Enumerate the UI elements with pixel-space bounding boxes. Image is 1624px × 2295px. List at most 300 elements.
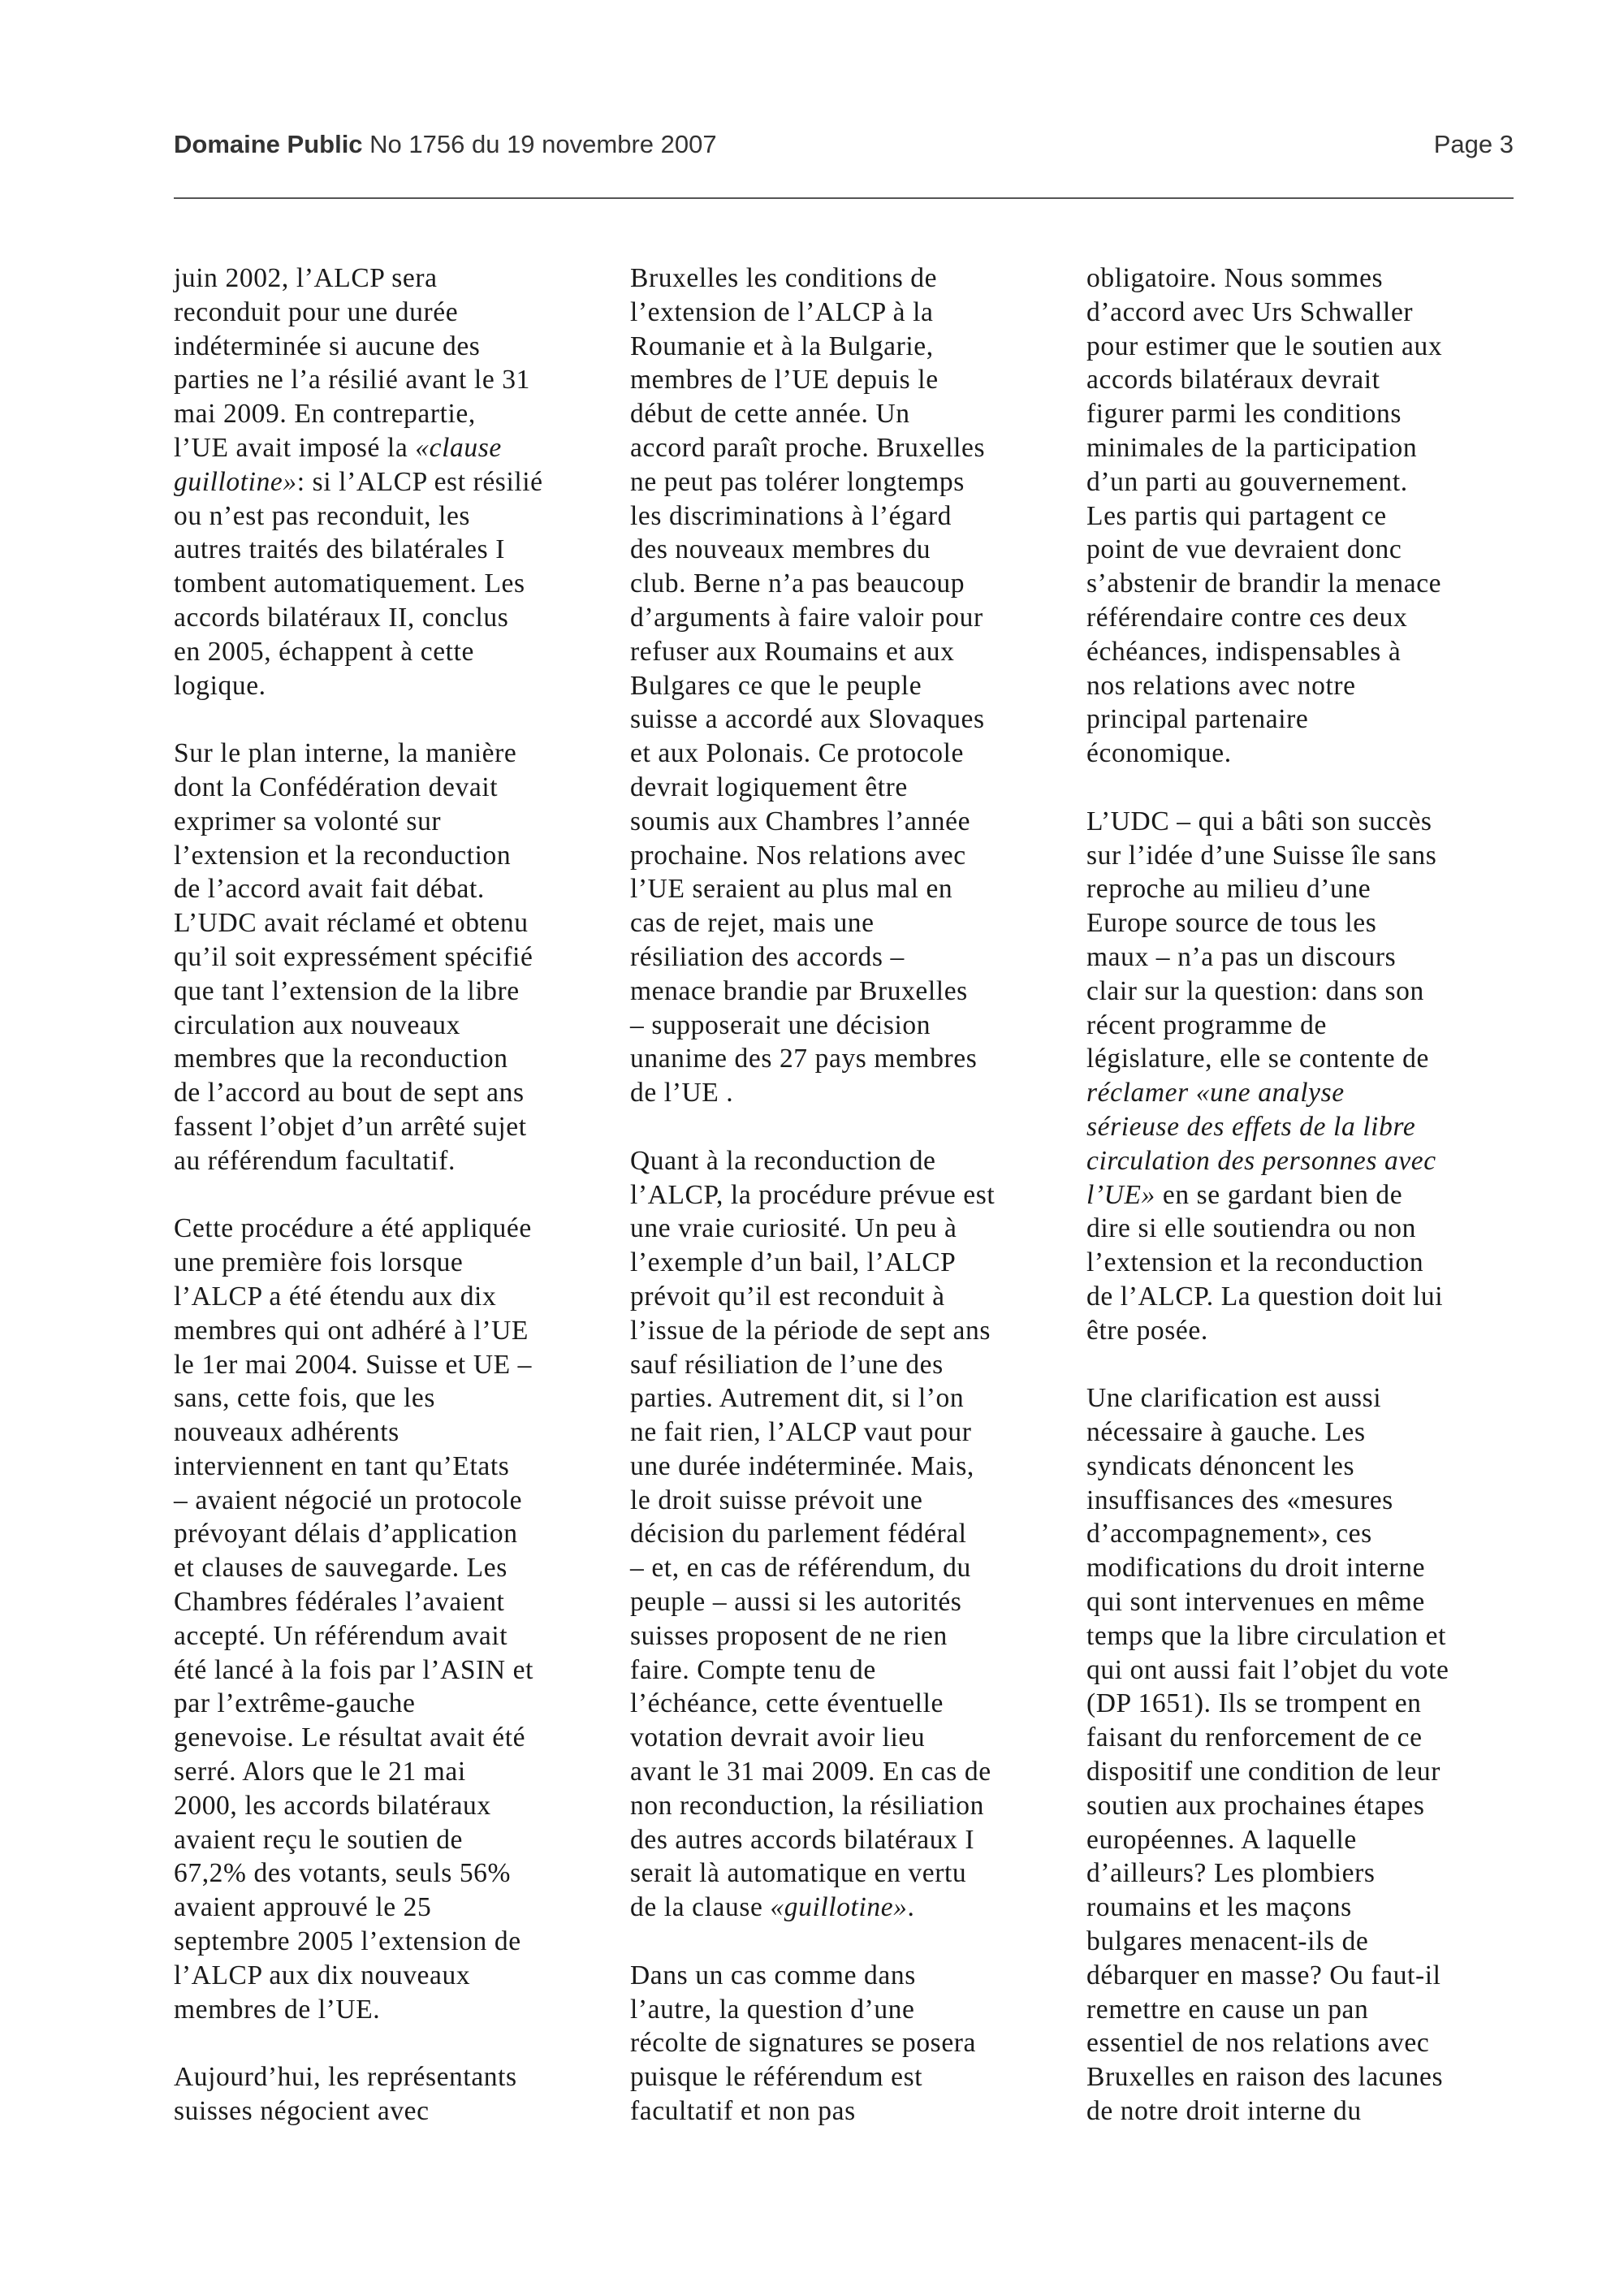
text-segment: suisse a accordé aux Slovaques	[630, 704, 985, 735]
text-segment: figurer parmi les conditions	[1086, 399, 1402, 430]
text-segment: mai 2009. En contrepartie,	[174, 399, 476, 430]
text-segment: Une clarification est aussi	[1086, 1383, 1382, 1414]
text-line	[174, 1042, 604, 1076]
text-segment: dire si elle soutiendra ou non	[1086, 1213, 1416, 1244]
text-segment: roumains et les maçons	[1086, 1892, 1352, 1923]
text-line	[1086, 805, 1517, 839]
text-segment: ne peut pas tolérer longtemps	[630, 466, 965, 497]
text-line	[1086, 1484, 1517, 1518]
text-line	[174, 1144, 604, 1178]
text-segment: s’abstenir de brandir la menace	[1086, 568, 1442, 599]
text-line	[630, 1755, 1060, 1789]
text-segment: une vraie curiosité. Un peu à	[630, 1213, 957, 1244]
text-line	[174, 499, 604, 534]
text-line	[174, 669, 604, 703]
text-line	[630, 397, 1060, 431]
text-segment: être posée.	[1086, 1315, 1208, 1346]
text-segment: législature, elle se contente de	[1086, 1044, 1429, 1074]
text-segment: membres qui ont adhéré à l’UE	[174, 1315, 529, 1346]
text-line	[1086, 601, 1517, 635]
text-line	[174, 771, 604, 805]
text-line	[174, 1280, 604, 1314]
text-line	[630, 1314, 1060, 1348]
text-segment: tombent automatiquement. Les	[174, 568, 525, 599]
text-line	[1086, 940, 1517, 975]
text-segment: nouveaux adhérents	[174, 1417, 400, 1448]
text-line	[1086, 567, 1517, 601]
text-segment: que tant l’extension de la libre	[174, 975, 520, 1006]
text-segment: été lancé à la fois par l’ASIN et	[174, 1654, 534, 1685]
text-line	[174, 839, 604, 873]
text-line	[174, 635, 604, 669]
text-segment: club. Berne n’a pas beaucoup	[630, 568, 965, 599]
text-line	[174, 805, 604, 839]
text-segment: unanime des 27 pays membres	[630, 1044, 978, 1074]
text-segment: reconduit pour une durée	[174, 296, 459, 327]
text-line	[174, 1585, 604, 1619]
text-segment: sans, cette fois, que les	[174, 1383, 435, 1414]
text-segment: temps que la libre circulation et	[1086, 1620, 1447, 1651]
text-segment: dispositif une condition de leur	[1086, 1757, 1441, 1787]
text-line	[1086, 1450, 1517, 1484]
text-line	[1086, 296, 1517, 330]
paragraph	[1086, 1381, 1517, 2129]
text-segment: d’un parti au gouvernement.	[1086, 466, 1408, 497]
text-segment: Sur le plan interne, la manière	[174, 738, 517, 769]
text-line	[630, 669, 1060, 703]
text-line	[174, 1653, 604, 1688]
text-line	[1086, 1925, 1517, 1959]
text-line	[630, 2026, 1060, 2060]
paragraph	[1086, 261, 1517, 771]
text-segment: et clauses de sauvegarde. Les	[174, 1553, 508, 1584]
text-line	[1086, 1381, 1517, 1415]
text-line	[174, 1517, 604, 1551]
text-segment: (DP 1651). Ils se trompent en	[1086, 1688, 1422, 1719]
text-line	[630, 1280, 1060, 1314]
paragraph	[174, 261, 604, 702]
text-line	[630, 635, 1060, 669]
text-line	[1086, 363, 1517, 397]
text-segment: le droit suisse prévoit une	[630, 1485, 923, 1515]
text-line	[1086, 261, 1517, 296]
text-line	[174, 737, 604, 771]
text-line	[630, 601, 1060, 635]
text-segment: qui ont aussi fait l’objet du vote	[1086, 1654, 1449, 1685]
text-segment: l’autre, la question d’une	[630, 1994, 915, 2025]
text-line	[174, 1381, 604, 1415]
text-line	[630, 465, 1060, 499]
text-line	[174, 1314, 604, 1348]
italic-text: sérieuse des effets de la libre	[1086, 1111, 1416, 1142]
text-segment: circulation aux nouveaux	[174, 1009, 460, 1040]
text-segment: par l’extrême-gauche	[174, 1688, 416, 1719]
text-line	[174, 1551, 604, 1585]
text-line	[1086, 669, 1517, 703]
text-segment: des autres accords bilatéraux I	[630, 1824, 975, 1855]
issue-info: No 1756 du 19 novembre 2007	[362, 130, 717, 158]
text-segment: reproche au milieu d’une	[1086, 874, 1371, 905]
text-line	[1086, 2094, 1517, 2129]
text-segment: qu’il soit expressément spécifié	[174, 941, 533, 972]
text-line	[1086, 431, 1517, 465]
text-segment: ne fait rien, l’ALCP vaut pour	[630, 1417, 972, 1448]
text-segment: l’extension et la reconduction	[174, 840, 512, 871]
text-line	[1086, 906, 1517, 940]
text-line	[1086, 1280, 1517, 1314]
text-line	[1086, 1110, 1517, 1144]
text-segment: décision du parlement fédéral	[630, 1519, 967, 1549]
text-segment: l’ALCP aux dix nouveaux	[174, 1960, 471, 1990]
text-segment: Aujourd’hui, les représentants	[174, 2062, 517, 2093]
text-line	[1086, 1314, 1517, 1348]
italic-text: guillotine»	[174, 466, 297, 497]
text-segment: accords bilatéraux devrait	[1086, 365, 1380, 395]
text-line	[1086, 1823, 1517, 1857]
text-segment: l’issue de la période de sept ans	[630, 1315, 991, 1346]
text-segment: Roumanie et à la Bulgarie,	[630, 331, 934, 361]
paragraph	[174, 737, 604, 1178]
text-segment: logique.	[174, 670, 266, 701]
text-line	[630, 1891, 1060, 1925]
text-segment: l’UE avait imposé la	[174, 432, 416, 463]
text-line	[1086, 1789, 1517, 1823]
text-segment: menace brandie par Bruxelles	[630, 975, 968, 1006]
header-left	[174, 130, 717, 159]
text-line	[1086, 737, 1517, 771]
text-line	[630, 1009, 1060, 1043]
text-line	[630, 2094, 1060, 2129]
text-segment: prochaine. Nos relations avec	[630, 840, 966, 871]
text-line	[630, 330, 1060, 364]
text-segment: de l’accord au bout de sept ans	[174, 1078, 525, 1109]
text-segment: une durée indéterminée. Mais,	[630, 1450, 974, 1481]
text-segment: faisant du renforcement de ce	[1086, 1722, 1423, 1753]
text-line	[630, 363, 1060, 397]
text-line	[630, 431, 1060, 465]
text-line	[630, 839, 1060, 873]
text-segment: le 1er mai 2004. Suisse et UE –	[174, 1349, 532, 1380]
text-line	[1086, 1721, 1517, 1755]
text-line	[630, 1993, 1060, 2027]
text-segment: parties ne l’a résilié avant le 31	[174, 365, 530, 395]
text-segment: .	[907, 1892, 915, 1923]
text-segment: serait là automatique en vertu	[630, 1858, 967, 1889]
italic-text: réclamer «une analyse	[1086, 1078, 1345, 1109]
text-segment: référendaire contre ces deux	[1086, 602, 1408, 633]
text-segment: Les partis qui partagent ce	[1086, 500, 1387, 531]
text-line	[174, 906, 604, 940]
text-segment: Bruxelles en raison des lacunes	[1086, 2062, 1444, 2093]
text-line	[630, 533, 1060, 567]
text-segment: sur l’idée d’une Suisse île sans	[1086, 840, 1437, 871]
text-line	[1086, 2026, 1517, 2060]
text-segment: l’exemple d’un bail, l’ALCP	[630, 1247, 957, 1278]
text-segment: interviennent en tant qu’Etats	[174, 1450, 510, 1481]
paragraph	[1086, 805, 1517, 1348]
text-line	[1086, 839, 1517, 873]
text-segment: 2000, les accords bilatéraux	[174, 1790, 491, 1821]
text-segment: faire. Compte tenu de	[630, 1654, 876, 1685]
italic-text: «guillotine»	[770, 1892, 908, 1923]
text-segment: point de vue devraient donc	[1086, 534, 1402, 565]
text-line	[174, 1856, 604, 1891]
text-segment: minimales de la participation	[1086, 432, 1418, 463]
text-line	[630, 1212, 1060, 1246]
text-segment: économique.	[1086, 738, 1232, 769]
text-segment: récent programme de	[1086, 1009, 1328, 1040]
text-line	[1086, 635, 1517, 669]
text-line	[174, 1415, 604, 1450]
text-segment: refuser aux Roumains et aux	[630, 636, 955, 667]
text-segment: fassent l’objet d’un arrêté sujet	[174, 1111, 527, 1142]
text-line	[1086, 1653, 1517, 1688]
text-segment: nécessaire à gauche. Les	[1086, 1417, 1366, 1448]
text-line	[630, 1585, 1060, 1619]
text-line	[174, 1925, 604, 1959]
text-line	[630, 567, 1060, 601]
text-line	[630, 975, 1060, 1009]
text-segment: 67,2% des votants, seuls 56%	[174, 1858, 512, 1889]
text-segment: – supposerait une décision	[630, 1009, 931, 1040]
text-segment: l’extension et la reconduction	[1086, 1247, 1424, 1278]
text-line	[1086, 1755, 1517, 1789]
text-line	[174, 1993, 604, 2027]
text-line	[1086, 499, 1517, 534]
text-line	[174, 567, 604, 601]
text-line	[630, 1823, 1060, 1857]
text-line	[630, 805, 1060, 839]
text-segment: remettre en cause un pan	[1086, 1994, 1369, 2025]
text-segment: serré. Alors que le 21 mai	[174, 1757, 466, 1787]
text-segment: prévoyant délais d’application	[174, 1519, 518, 1549]
text-segment: l’UE seraient au plus mal en	[630, 874, 953, 905]
text-line	[174, 1110, 604, 1144]
text-line	[174, 1009, 604, 1043]
text-line	[1086, 1212, 1517, 1246]
italic-text: l’UE»	[1086, 1179, 1155, 1210]
text-segment: soumis aux Chambres l’année	[630, 806, 971, 836]
text-line	[174, 330, 604, 364]
text-segment: prévoit qu’il est reconduit à	[630, 1281, 945, 1312]
text-segment: des nouveaux membres du	[630, 534, 931, 565]
text-segment: puisque le référendum est	[630, 2062, 923, 2093]
text-segment: peuple – aussi si les autorités	[630, 1587, 962, 1618]
text-line	[174, 1891, 604, 1925]
text-line	[630, 1484, 1060, 1518]
text-segment: septembre 2005 l’extension de	[174, 1926, 521, 1957]
text-line	[630, 702, 1060, 737]
text-segment: juin 2002, l’ALCP sera	[174, 263, 438, 293]
text-segment: dont la Confédération devait	[174, 771, 499, 802]
text-line	[174, 2094, 604, 2129]
text-line	[1086, 1619, 1517, 1653]
text-segment: une première fois lorsque	[174, 1247, 464, 1278]
text-line	[1086, 1993, 1517, 2027]
text-line	[174, 363, 604, 397]
text-segment: cas de rejet, mais une	[630, 908, 875, 939]
paragraph	[174, 1212, 604, 2026]
text-line	[174, 1212, 604, 1246]
text-line	[174, 940, 604, 975]
text-line	[174, 975, 604, 1009]
paragraph	[630, 1144, 1060, 1925]
text-line	[174, 1687, 604, 1721]
text-line	[174, 1789, 604, 1823]
text-line	[174, 431, 604, 465]
text-line	[174, 1450, 604, 1484]
text-line	[174, 601, 604, 635]
text-segment: pour estimer que le soutien aux	[1086, 331, 1443, 361]
text-line	[630, 737, 1060, 771]
text-segment: de notre droit interne du	[1086, 2096, 1362, 2127]
page-number: Page 3	[1433, 130, 1514, 158]
text-line	[630, 906, 1060, 940]
article-column-2	[630, 261, 1060, 2129]
text-segment: de l’ALCP. La question doit lui	[1086, 1281, 1444, 1312]
text-segment: de l’accord avait fait débat.	[174, 874, 485, 905]
text-segment: de l’UE .	[630, 1078, 734, 1109]
text-segment: parties. Autrement dit, si l’on	[630, 1383, 965, 1414]
text-line	[630, 940, 1060, 975]
text-segment: récolte de signatures se posera	[630, 2028, 977, 2059]
text-segment: Dans un cas comme dans	[630, 1960, 916, 1990]
text-line	[630, 771, 1060, 805]
paragraph	[630, 261, 1060, 1110]
text-segment: d’accord avec Urs Schwaller	[1086, 296, 1414, 327]
text-line	[1086, 1076, 1517, 1110]
text-segment: clair sur la question: dans son	[1086, 975, 1424, 1006]
text-line	[1086, 1009, 1517, 1043]
text-line	[1086, 465, 1517, 499]
text-line	[174, 1721, 604, 1755]
text-line	[174, 1755, 604, 1789]
text-segment: d’arguments à faire valoir pour	[630, 602, 983, 633]
text-line	[1086, 1687, 1517, 1721]
article-column-1	[174, 261, 604, 2129]
text-segment: Quant à la reconduction de	[630, 1145, 936, 1176]
text-segment: débarquer en masse? Ou faut-il	[1086, 1960, 1441, 1990]
text-segment: obligatoire. Nous sommes	[1086, 263, 1384, 293]
text-segment: membres de l’UE depuis le	[630, 365, 939, 395]
text-segment: début de cette année. Un	[630, 399, 910, 430]
text-line	[174, 397, 604, 431]
text-segment: Europe source de tous les	[1086, 908, 1377, 939]
text-segment: accepté. Un référendum avait	[174, 1620, 508, 1651]
page-header	[174, 130, 1514, 171]
text-segment: modifications du droit interne	[1086, 1553, 1426, 1584]
text-segment: d’ailleurs? Les plombiers	[1086, 1858, 1376, 1889]
text-line	[1086, 1856, 1517, 1891]
text-segment: syndicats dénoncent les	[1086, 1450, 1355, 1481]
text-line	[630, 1789, 1060, 1823]
text-line	[174, 872, 604, 906]
text-line	[1086, 1891, 1517, 1925]
text-segment: membres de l’UE.	[174, 1994, 381, 2025]
text-line	[630, 1551, 1060, 1585]
text-line	[1086, 1551, 1517, 1585]
text-segment: L’UDC avait réclamé et obtenu	[174, 908, 529, 939]
text-segment: accords bilatéraux II, conclus	[174, 602, 509, 633]
text-line	[174, 1619, 604, 1653]
text-line	[1086, 1959, 1517, 1993]
text-line	[1086, 702, 1517, 737]
text-line	[630, 872, 1060, 906]
text-line	[174, 1246, 604, 1280]
text-segment: avant le 31 mai 2009. En cas de	[630, 1757, 991, 1787]
text-segment: Chambres fédérales l’avaient	[174, 1587, 505, 1618]
text-segment: suisses négocient avec	[174, 2096, 430, 2127]
text-segment: échéances, indispensables à	[1086, 636, 1402, 667]
article-column-3	[1086, 261, 1517, 2129]
text-line	[1086, 1144, 1517, 1178]
text-line	[630, 261, 1060, 296]
italic-text: circulation des personnes avec	[1086, 1145, 1436, 1176]
text-segment: l’ALCP, la procédure prévue est	[630, 1179, 996, 1210]
text-segment: insuffisances des «mesures	[1086, 1485, 1393, 1515]
text-line	[630, 296, 1060, 330]
text-segment: l’échéance, cette éventuelle	[630, 1688, 944, 1719]
text-line	[630, 1517, 1060, 1551]
text-line	[1086, 330, 1517, 364]
text-line	[1086, 1517, 1517, 1551]
text-line	[1086, 397, 1517, 431]
text-segment: bulgares menacent-ils de	[1086, 1926, 1369, 1957]
text-segment: au référendum facultatif.	[174, 1145, 456, 1176]
text-line	[630, 1619, 1060, 1653]
header-divider	[174, 197, 1514, 199]
text-line	[630, 2060, 1060, 2094]
text-line	[630, 1348, 1060, 1382]
text-line	[1086, 1415, 1517, 1450]
text-line	[630, 1144, 1060, 1178]
text-line	[630, 1381, 1060, 1415]
text-segment: : si l’ALCP est résilié	[296, 466, 543, 497]
text-segment: L’UDC – qui a bâti son succès	[1086, 806, 1432, 836]
text-line	[174, 1484, 604, 1518]
text-segment: de la clause	[630, 1892, 771, 1923]
text-line	[1086, 1178, 1517, 1212]
text-segment: essentiel de nos relations avec	[1086, 2028, 1430, 2059]
text-segment: maux – n’a pas un discours	[1086, 941, 1397, 972]
text-segment: devrait logiquement être	[630, 771, 908, 802]
text-segment: et aux Polonais. Ce protocole	[630, 738, 964, 769]
text-line	[1086, 872, 1517, 906]
text-segment: non reconduction, la résiliation	[630, 1790, 984, 1821]
text-segment: – avaient négocié un protocole	[174, 1485, 523, 1515]
text-line	[174, 1076, 604, 1110]
text-line	[174, 261, 604, 296]
text-segment: accord paraît proche. Bruxelles	[630, 432, 986, 463]
text-line	[630, 1246, 1060, 1280]
text-segment: européennes. A laquelle	[1086, 1824, 1357, 1855]
text-segment: – et, en cas de référendum, du	[630, 1553, 971, 1584]
text-line	[630, 499, 1060, 534]
text-segment: facultatif et non pas	[630, 2096, 856, 2127]
text-segment: Cette procédure a été appliquée	[174, 1213, 532, 1244]
text-line	[1086, 533, 1517, 567]
text-segment: résiliation des accords –	[630, 941, 905, 972]
text-segment: en se gardant bien de	[1155, 1179, 1403, 1210]
text-line	[630, 1450, 1060, 1484]
text-segment: autres traités des bilatérales I	[174, 534, 505, 565]
text-segment: avaient approuvé le 25	[174, 1892, 432, 1923]
publication-name: Domaine Public	[174, 130, 363, 158]
text-line	[174, 2060, 604, 2094]
text-line	[174, 296, 604, 330]
text-segment: indéterminée si aucune des	[174, 331, 481, 361]
text-line	[630, 1959, 1060, 1993]
